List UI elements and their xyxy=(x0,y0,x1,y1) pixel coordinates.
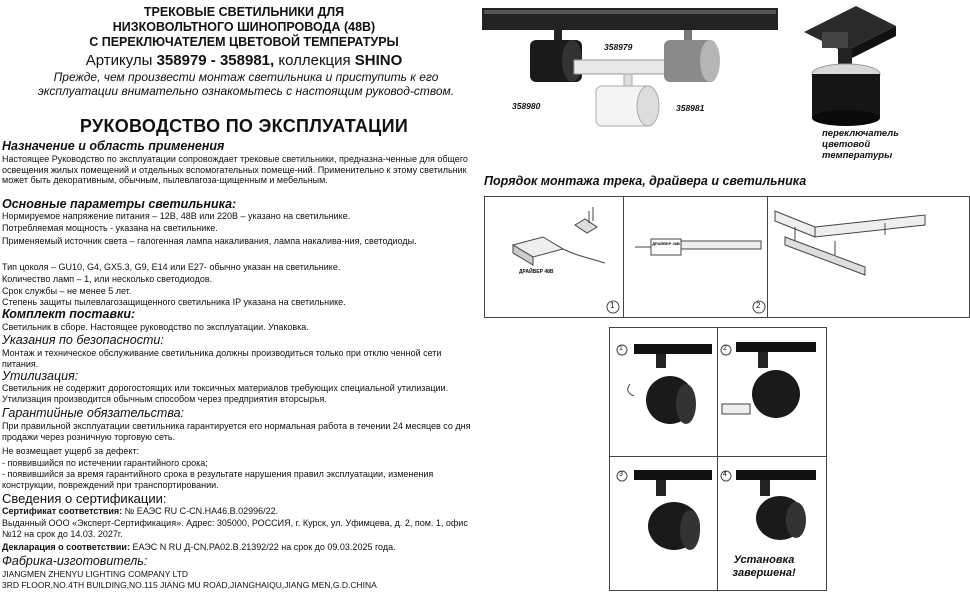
m2-adapter xyxy=(758,352,768,368)
cert-label-1: Сертификат соответствия: xyxy=(2,506,123,516)
maker-address: 3RD FLOOR,NO.4TH BUILDING,NO.115 JIANG MU ROAD,JIANGHAIQU,JIANG MEN,G.D.CHINA xyxy=(2,580,377,590)
step-1-label: 1 xyxy=(610,301,615,310)
track-corner-b xyxy=(815,215,925,237)
m-step-2-label: 2 xyxy=(723,345,727,352)
params-line: Количество ламп – 1, или несколько светодиодов. xyxy=(2,274,213,284)
mounting-steps-box xyxy=(609,327,827,591)
m-step-3-label: 3 xyxy=(619,471,623,478)
params-line: Потребляемая мощность - указана на светильнике. xyxy=(2,223,218,233)
params-line: Нормируемое напряжение питания – 12В, 48В или 220В – указано на светильнике. xyxy=(2,211,351,221)
header-line-3: С ПЕРЕКЛЮЧАТЕЛЕМ ЦВЕТОВОЙ ТЕМПЕРАТУРЫ xyxy=(89,35,399,49)
adapter-block xyxy=(822,32,848,48)
connector-block xyxy=(575,219,597,233)
collection-value: SHINO xyxy=(354,52,403,69)
cert-label-2: Декларация о соответствии: xyxy=(2,542,130,552)
warranty-line: - появившийся по истечении гарантийного срока; xyxy=(2,458,208,468)
disposal-title: Утилизация: xyxy=(2,369,79,383)
switch-caption: переключатель цветовой температуры xyxy=(822,128,899,161)
track-section xyxy=(681,241,761,249)
mounting-steps-drawing xyxy=(610,328,826,590)
kit-text: Светильник в сборе. Настоящее руководство по эксплуатации. Упаковка. xyxy=(2,322,309,332)
maker-name: JIANGMEN ZHENYU LIGHTING COMPANY LTD xyxy=(2,569,189,579)
track-rail-highlight xyxy=(484,10,776,14)
params-line: Тип цоколя – GU10, G4, GX5.3, G9, E14 или E27- обычно указан на светильнике. xyxy=(2,262,341,272)
articles-value: 358979 - 358981, xyxy=(156,52,275,69)
params-line: Применяемый источник света – галогенная лампа накаливания, лампа накалива-ния, светодиоды. xyxy=(2,236,417,246)
m-step-1-label: 1 xyxy=(619,345,623,352)
header-line-1: ТРЕКОВЫЕ СВЕТИЛЬНИКИ ДЛЯ xyxy=(143,5,345,19)
manual-title: РУКОВОДСТВО ПО ЭКСПЛУАТАЦИИ xyxy=(79,116,409,136)
switch-closeup xyxy=(800,2,900,126)
cert-value-1: № ЕАЭС RU C-CN.HA46.B.02996/22. xyxy=(122,506,279,516)
driver-wire xyxy=(563,249,605,263)
installation-finished: Установка завершена! xyxy=(732,554,796,579)
lamp-bottom xyxy=(812,110,880,126)
spot-358981-lens xyxy=(700,40,720,82)
header-line-2: НИЗКОВОЛЬТНОГО ШИНОПРОВОДА (48В) xyxy=(112,20,376,34)
params-title: Основные параметры светильника: xyxy=(2,197,237,211)
params-line: Срок службы – не менее 5 лет. xyxy=(2,286,132,296)
purpose-text: Настоящее Руководство по эксплуатации сопровождает трековые светильники, предназна-ченные для общего освещения жилых помещений и отдельных вспомогательных помеще-ний. Применительно к этому светильник может быть декоративным, обычным, пылевлагоза-щищенным и мебельным. xyxy=(2,154,468,185)
maker-title: Фабрика-изготовитель: xyxy=(2,554,148,568)
spot-358980-lens xyxy=(637,86,659,126)
params-line: Степень защиты пылевлагозащищенного светильника IP указана на светильнике. xyxy=(2,297,346,307)
warning-text: Прежде, чем произвести монтаж светильника и приступить к его эксплуатации внимательно ознакомьтесь с настоящим руковод-ством. xyxy=(37,70,455,98)
m2-track xyxy=(736,342,816,352)
driver-label-panel-2: ДРАЙВЕР 48В xyxy=(652,241,680,246)
m1-adapter xyxy=(656,354,666,368)
m4-lens xyxy=(786,502,806,538)
m3-lens xyxy=(680,510,700,550)
kit-title: Комплект поставки: xyxy=(2,307,136,321)
m4-adapter xyxy=(760,480,770,496)
cert-title: Сведения о сертификации: xyxy=(2,491,167,506)
cert-issuer: Выданный ООО «Эксперт-Сертификация». Адрес: 305000, РОССИЯ, г. Курск, ул. Уфимцева, д. 2, пом. 1, офис №12 на срок до 14.03. 2027г. xyxy=(2,518,468,539)
warranty-line: - появившийся за время гарантийного срока в результате нарушения правил эксплуатации, изменения конструкции, повреждений при транспортировании. xyxy=(2,469,434,490)
collection-prefix: коллекция xyxy=(274,52,355,69)
step-2-label: 2 xyxy=(756,301,761,310)
warranty-line: При правильной эксплуатации светильника гарантируется его нормальная работа в течении 24 месяцев со дня продажи через розничную торговую сеть. xyxy=(2,421,471,442)
cert-line-1 xyxy=(2,506,484,517)
m-step-4-label: 4 xyxy=(723,471,727,478)
articles-prefix: Артикулы xyxy=(85,52,157,69)
warranty-line: Не возмещает ущерб за дефект: xyxy=(2,446,140,456)
driver-label-panel-1: ДРАЙВЕР 48В xyxy=(519,269,554,275)
label-358981: 358981 xyxy=(676,103,705,113)
track-lower xyxy=(785,237,865,275)
safety-text: Монтаж и техническое обслуживание светильника должны производиться только при отклю ченной сети питания. xyxy=(2,348,442,369)
m1-track xyxy=(634,344,712,354)
label-358980: 358980 xyxy=(512,101,541,111)
m2-lamp xyxy=(752,370,800,418)
safety-title: Указания по безопасности: xyxy=(2,333,164,347)
label-358979: 358979 xyxy=(604,42,633,52)
m1-lens xyxy=(676,384,696,424)
track-piece xyxy=(804,6,896,52)
warranty-title: Гарантийные обязательства: xyxy=(2,406,184,420)
disposal-text: Светильник не содержит дорогостоящих или токсичных материалов требующих специальной утилизации. Утилизация производится обычным способом через предприятия вторсырья. xyxy=(2,383,449,404)
install-diagram-box xyxy=(484,196,970,318)
m4-track xyxy=(736,470,816,480)
m3-track xyxy=(634,470,712,480)
connector-bar xyxy=(574,60,674,74)
m1-rotate-arrow xyxy=(628,384,634,396)
cable-lead xyxy=(589,207,593,223)
product-illustration xyxy=(478,0,788,170)
cert-line-2 xyxy=(2,542,484,553)
cert-value-2: ЕАЭС N RU Д-CN.PA02.B.21392/22 на срок до 09.03.2025 года. xyxy=(129,542,396,552)
install-steps-drawing xyxy=(485,197,969,317)
purpose-title: Назначение и область применения xyxy=(2,139,225,153)
m3-adapter xyxy=(656,480,666,496)
articles-line xyxy=(0,52,488,69)
m2-switch-detail xyxy=(722,404,750,414)
install-title: Порядок монтажа трека, драйвера и светильника xyxy=(484,174,807,188)
